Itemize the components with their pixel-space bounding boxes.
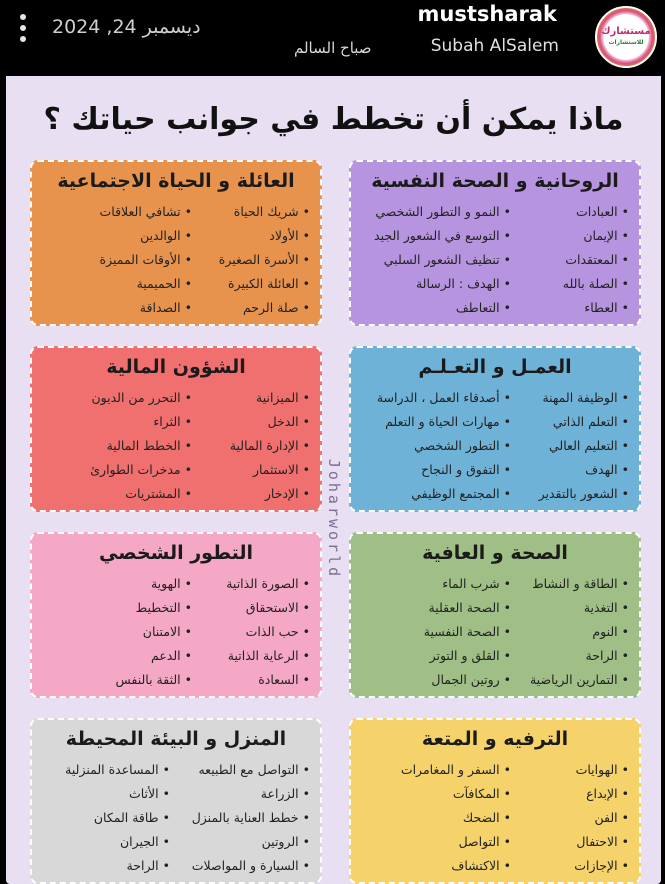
list-item: • الأولاد	[192, 224, 310, 248]
list-item: • السيارة و المواصلات	[170, 854, 310, 878]
list-item: • التغذية	[511, 596, 629, 620]
list-item: • النمو و التطور الشخصي	[361, 200, 511, 224]
list-item: • الهوايات	[511, 758, 629, 782]
list-item: • التطور الشخصي	[361, 434, 511, 458]
list-item: • التوسع في الشعور الجيد	[361, 224, 511, 248]
list-item: • التعليم العالي	[511, 434, 629, 458]
list-item: • الثراء	[42, 410, 192, 434]
list-item: • التعلم الذاتي	[511, 410, 629, 434]
list-item: • حب الذات	[192, 620, 310, 644]
list-item: • الهوية	[42, 572, 192, 596]
list-item: • التخطيط	[42, 596, 192, 620]
list-item: • الرعاية الذاتية	[192, 644, 310, 668]
list-item: • الطاقة و النشاط	[511, 572, 629, 596]
list-item: • العائلة الكبيرة	[192, 272, 310, 296]
poster-title: ماذا يمكن أن تخطط في جوانب حياتك ؟	[43, 102, 624, 137]
box-title: العائلة و الحياة الاجتماعية	[57, 170, 295, 192]
list-item: • الإيمان	[511, 224, 629, 248]
list-item: • التفوق و النجاح	[361, 458, 511, 482]
box-home-environment	[30, 718, 322, 884]
list-item: • الاستحقاق	[192, 596, 310, 620]
list-item: • الوالدين	[42, 224, 192, 248]
watermark: Joharworld	[325, 458, 343, 580]
list-item: • الصورة الذاتية	[192, 572, 310, 596]
list-item: • المساعدة المنزلية	[42, 758, 170, 782]
list-item: • الإبداع	[511, 782, 629, 806]
list-item: • الإدخار	[192, 482, 310, 506]
list-item: • صلة الرحم	[192, 296, 310, 320]
box-title: الترفيه و المتعة	[421, 728, 569, 750]
avatar-logo-text: مستشارك للاستشارات	[601, 26, 651, 46]
list-item: • روتين الجمال	[361, 668, 511, 692]
list-item: • العبادات	[511, 200, 629, 224]
list-item: • تشافي العلاقات	[42, 200, 192, 224]
list-item: • الراحة	[511, 644, 629, 668]
list-item: • الضحك	[361, 806, 511, 830]
post-date: ديسمبر 24, 2024	[52, 16, 201, 38]
list-item: • الاكتشاف	[361, 854, 511, 878]
avatar[interactable]	[595, 6, 657, 68]
list-item: • الإدارة المالية	[192, 434, 310, 458]
location-label: صباح السالم	[294, 39, 372, 57]
list-item: • الثقة بالنفس	[42, 668, 192, 692]
list-item: • خطط العناية بالمنزل	[170, 806, 310, 830]
list-item: • الروتين	[170, 830, 310, 854]
list-item: • الوظيفة المهنة	[511, 386, 629, 410]
box-personal-growth	[30, 532, 322, 698]
box-title: الصحة و العافية	[422, 542, 568, 564]
box-title: الشؤون المالية	[106, 356, 246, 378]
list-item: • الدعم	[42, 644, 192, 668]
list-item: • الميزانية	[192, 386, 310, 410]
post-header	[0, 0, 665, 76]
list-item: • الصداقة	[42, 296, 192, 320]
box-finance	[30, 346, 322, 512]
list-item: • الدخل	[192, 410, 310, 434]
list-item: • القلق و التوتر	[361, 644, 511, 668]
list-item: • مدخرات الطوارئ	[42, 458, 192, 482]
list-item: • الجيران	[42, 830, 170, 854]
list-item: • أصدقاء العمل ، الدراسة	[361, 386, 511, 410]
list-item: • الأثاث	[42, 782, 170, 806]
list-item: • السفر و المغامرات	[361, 758, 511, 782]
list-item: • شريك الحياة	[192, 200, 310, 224]
list-item: • الشعور بالتقدير	[511, 482, 629, 506]
list-item: • المشتريات	[42, 482, 192, 506]
list-item: • الهدف	[511, 458, 629, 482]
list-item: • الفن	[511, 806, 629, 830]
list-item: • الاستثمار	[192, 458, 310, 482]
list-item: • الصحة العقلية	[361, 596, 511, 620]
box-health-wellness	[349, 532, 641, 698]
list-item: • الراحة	[42, 854, 170, 878]
list-item: • الامتنان	[42, 620, 192, 644]
list-item: • الزراعة	[170, 782, 310, 806]
list-item: • الخطط المالية	[42, 434, 192, 458]
infographic-poster	[6, 76, 661, 884]
list-item: • الصحة النفسية	[361, 620, 511, 644]
box-title: المنزل و البيئة المحيطة	[65, 728, 287, 750]
box-work-learning	[349, 346, 641, 512]
box-title: العمـل و التعـلـم	[418, 356, 572, 378]
list-item: • السعادة	[192, 668, 310, 692]
list-item: • التحرر من الديون	[42, 386, 192, 410]
list-item: • الصلة بالله	[511, 272, 629, 296]
list-item: • تنظيف الشعور السلبي	[361, 248, 511, 272]
list-item: • الهدف : الرسالة	[361, 272, 511, 296]
box-title: التطور الشخصي	[99, 542, 253, 564]
list-item: • الأسرة الصغيرة	[192, 248, 310, 272]
location-subtitle: Subah AlSalem	[430, 36, 559, 56]
list-item: • الاحتفال	[511, 830, 629, 854]
list-item: • المجتمع الوظيفي	[361, 482, 511, 506]
username[interactable]: mustsharak	[417, 2, 557, 26]
list-item: • الحميمية	[42, 272, 192, 296]
list-item: • الإجازات	[511, 854, 629, 878]
list-item: • طاقة المكان	[42, 806, 170, 830]
more-options-icon[interactable]	[14, 14, 32, 48]
box-spirituality	[349, 160, 641, 326]
list-item: • النوم	[511, 620, 629, 644]
list-item: • التواصل مع الطبيعه	[170, 758, 310, 782]
list-item: • المعتقدات	[511, 248, 629, 272]
box-entertainment	[349, 718, 641, 884]
list-item: • مهارات الحياة و التعلم	[361, 410, 511, 434]
list-item: • شرب الماء	[361, 572, 511, 596]
list-item: • التمارين الرياضية	[511, 668, 629, 692]
box-title: الروحانية و الصحة النفسية	[371, 170, 619, 192]
box-family-social	[30, 160, 322, 326]
list-item: • التواصل	[361, 830, 511, 854]
list-item: • العطاء	[511, 296, 629, 320]
list-item: • المكافآت	[361, 782, 511, 806]
list-item: • التعاطف	[361, 296, 511, 320]
list-item: • الأوقات المميزة	[42, 248, 192, 272]
